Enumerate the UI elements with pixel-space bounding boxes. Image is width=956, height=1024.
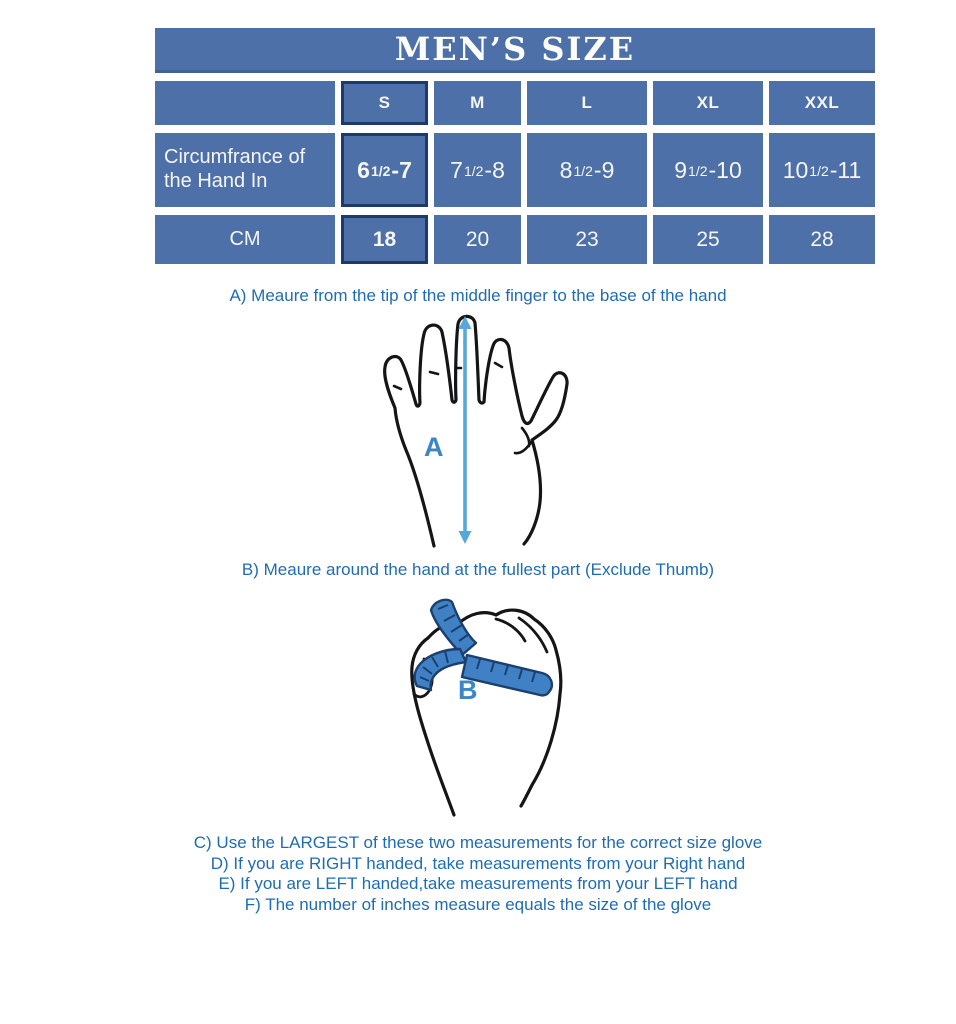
instruction-d: D) If you are RIGHT handed, take measurements from your Right hand xyxy=(210,853,746,873)
instruction-c: C) Use the LARGEST of these two measurements for the correct size glove xyxy=(193,833,763,852)
chart-title: MEN’S SIZE xyxy=(394,30,636,68)
col-header-s: S xyxy=(341,81,428,125)
row-label-circumference: Circumfrance of the Hand In xyxy=(155,133,335,207)
measure-arrow-a xyxy=(459,316,472,544)
value-text: 10 xyxy=(782,156,809,183)
cm-value-xxl: 28 xyxy=(769,215,875,264)
corner-cell xyxy=(155,81,335,125)
cm-value-s: 18 xyxy=(341,215,428,264)
size-table xyxy=(155,81,875,264)
value-text: -10 xyxy=(708,156,742,183)
cm-value-xl: 25 xyxy=(653,215,763,264)
value-text: -11 xyxy=(829,156,862,183)
circumference-value-m xyxy=(434,133,521,207)
circumference-value-xxl xyxy=(769,133,875,207)
fraction-text: 1/2 xyxy=(463,163,484,179)
cm-value-m: 20 xyxy=(434,215,521,264)
cm-value-l: 23 xyxy=(527,215,647,264)
fraction-text: 1/2 xyxy=(688,163,708,179)
mens-size-chart xyxy=(155,28,875,264)
open-hand-illustration xyxy=(372,310,572,548)
fist-figure xyxy=(398,597,588,819)
value-text: 9 xyxy=(674,156,688,183)
open-hand-figure xyxy=(372,310,572,548)
col-header-xl: XL xyxy=(653,81,763,125)
instruction-b: B) Meaure around the hand at the fullest part (Exclude Thumb) xyxy=(241,560,715,579)
col-header-l: L xyxy=(527,81,647,125)
fist-illustration xyxy=(398,597,588,819)
value-text: -8 xyxy=(484,156,505,183)
instruction-e: E) If you are LEFT handed,take measurements from your LEFT hand xyxy=(218,874,738,893)
fraction-text: 1/2 xyxy=(809,163,829,179)
fraction-text: 1/2 xyxy=(370,163,391,179)
chart-title-bar xyxy=(155,28,875,73)
value-text: -7 xyxy=(391,156,412,183)
circumference-value-xl xyxy=(653,133,763,207)
hand-figure-label: A xyxy=(424,432,444,462)
instruction-list xyxy=(0,833,956,915)
circumference-value-l xyxy=(527,133,647,207)
fist-figure-label: B xyxy=(458,675,478,705)
col-header-m: M xyxy=(434,81,521,125)
value-text: 7 xyxy=(450,156,463,183)
value-text: 8 xyxy=(559,156,573,183)
col-header-xxl: XXL xyxy=(769,81,875,125)
instruction-a: A) Meaure from the tip of the middle finger to the base of the hand xyxy=(229,286,727,305)
circumference-value-s xyxy=(341,133,428,207)
value-text: -9 xyxy=(593,156,615,183)
instruction-f: F) The number of inches measure equals the size of the glove xyxy=(244,894,712,914)
value-text: 6 xyxy=(357,156,370,183)
row-label-cm: CM xyxy=(155,215,335,264)
fraction-text: 1/2 xyxy=(573,163,593,179)
